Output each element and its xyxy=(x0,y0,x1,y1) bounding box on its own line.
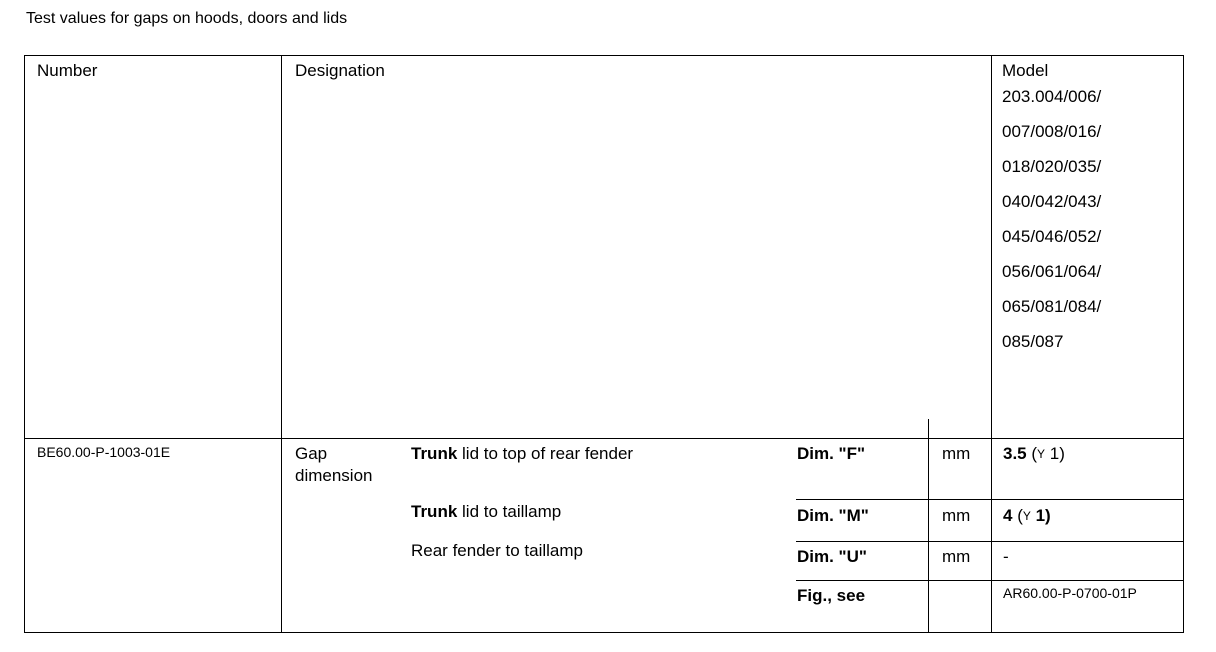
item-2-value xyxy=(1003,505,1051,528)
item-2-value-open: ( xyxy=(1012,506,1023,525)
col-divider-unit xyxy=(928,419,929,633)
row-category-line1: Gap xyxy=(295,444,328,463)
item-1-value-main: 3.5 xyxy=(1003,444,1027,463)
item-1-value-open: ( xyxy=(1026,444,1038,463)
row-category-line2: dimension xyxy=(295,466,373,485)
item-1-desc-bold: Trunk xyxy=(411,444,458,463)
item-1-dim: Dim. "F" xyxy=(797,444,866,463)
item-3-value-main: - xyxy=(1003,547,1009,566)
model-line: 040/042/043/ xyxy=(1002,192,1102,211)
model-line: 056/061/064/ xyxy=(1002,262,1102,281)
page-title: Test values for gaps on hoods, doors and lids xyxy=(26,10,348,27)
fig-label: Fig., see xyxy=(797,586,866,605)
model-line: 065/081/084/ xyxy=(1002,297,1102,316)
header-designation: Designation xyxy=(295,61,385,80)
item-1-desc-rest: lid to top of rear fender xyxy=(457,444,634,463)
model-line: 203.004/006/ xyxy=(1002,87,1102,106)
model-list xyxy=(1002,86,1101,366)
header-number: Number xyxy=(37,61,98,80)
item-2-desc-bold: Trunk xyxy=(411,502,458,521)
row-divider-2 xyxy=(796,541,1184,542)
item-1-value-close: 1) xyxy=(1045,444,1065,463)
item-1-tolerance-icon: Y xyxy=(1037,447,1046,461)
item-2-desc-rest: lid to taillamp xyxy=(457,502,562,521)
item-3-description xyxy=(411,540,583,561)
item-1-value xyxy=(1003,443,1065,466)
row-divider-3 xyxy=(796,580,1184,581)
model-line: 007/008/016/ xyxy=(1002,122,1102,141)
header-model: Model xyxy=(1002,61,1049,80)
item-3-value xyxy=(1003,546,1009,569)
item-2-value-close: 1) xyxy=(1030,506,1051,525)
col-divider-number xyxy=(281,56,282,633)
row-number: BE60.00-P-1003-01E xyxy=(37,444,171,460)
row-divider-header xyxy=(24,438,1184,439)
item-3-desc-rest: Rear fender to taillamp xyxy=(411,541,583,560)
item-3-dim: Dim. "U" xyxy=(797,547,867,566)
item-2-description xyxy=(411,501,561,522)
model-line: 045/046/052/ xyxy=(1002,227,1102,246)
model-line: 085/087 xyxy=(1002,332,1064,351)
item-1-description xyxy=(411,443,633,464)
item-2-dim: Dim. "M" xyxy=(797,506,869,525)
row-divider-1 xyxy=(796,499,1184,500)
item-2-value-main: 4 xyxy=(1003,506,1013,525)
item-2-unit: mm xyxy=(942,506,971,525)
col-divider-model xyxy=(991,56,992,633)
item-3-unit: mm xyxy=(942,547,971,566)
model-line: 018/020/035/ xyxy=(1002,157,1102,176)
item-2-tolerance-icon: Y xyxy=(1022,509,1031,523)
item-1-unit: mm xyxy=(942,444,971,463)
fig-reference-link[interactable]: AR60.00-P-0700-01P xyxy=(1003,585,1137,601)
